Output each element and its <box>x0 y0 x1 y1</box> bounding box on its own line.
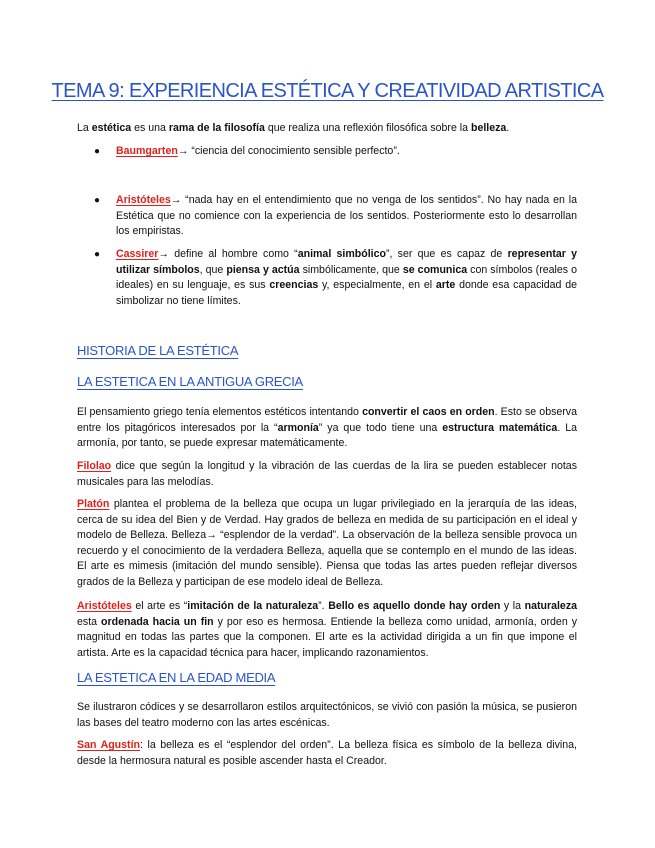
aristoteles-paragraph <box>77 599 577 661</box>
section-heading-middle-ages: LA ESTETICA EN LA EDAD MEDIA <box>77 670 276 685</box>
text: ”. <box>318 600 329 612</box>
text: → “nada hay en el entendimiento que no venga de los sentidos”. No hay nada en la Estética que no comience con la experiencia de los sentidos. Posteriormente esto lo desarrollan los empiristas. <box>116 194 577 238</box>
bold-text: representar y utilizar símbolos <box>116 248 577 276</box>
bold-text: animal simbólico <box>297 248 386 260</box>
text: , que <box>199 263 227 276</box>
text: donde esa capacidad de simbolizar no tiene límites. <box>116 279 577 307</box>
bullet-icon: ● <box>94 249 101 260</box>
bold-text: arte <box>435 279 456 292</box>
bullet-text <box>116 144 577 160</box>
text: y la <box>500 600 525 612</box>
text: el arte es “ <box>131 600 188 612</box>
bold-text: armonía <box>277 421 319 434</box>
text: que realiza una reflexión filosófica sobre la <box>264 122 471 134</box>
bullet-icon: ● <box>94 195 101 206</box>
text: ”, ser que es capaz de <box>385 248 508 260</box>
author-name: Filolao <box>77 460 112 472</box>
text: La <box>77 122 92 134</box>
author-name: San Agustín <box>77 739 140 751</box>
text: → define al hombre como “ <box>158 248 298 260</box>
bold-text: Bello es aquello donde hay orden <box>328 600 501 612</box>
bold-text: convertir el caos en orden <box>362 406 495 418</box>
bold-text: se comunica <box>402 263 468 276</box>
bullet-baumgarten <box>96 144 577 160</box>
platon-paragraph <box>77 497 577 591</box>
bullet-text <box>116 247 577 309</box>
section-heading-greece: LA ESTETICA EN LA ANTIGUA GRECIA <box>77 374 303 389</box>
text: . Esto se observa entre los pitagóricos interesados por la “ <box>77 406 577 434</box>
agustin-paragraph <box>77 738 577 769</box>
bold-text: estructura matemática <box>442 421 558 434</box>
bullet-cassirer <box>96 247 577 309</box>
author-name: Aristóteles <box>116 194 171 206</box>
text: es una <box>131 122 169 134</box>
author-name: Platón <box>77 498 110 510</box>
bold-text: rama de la filosofía <box>168 122 265 134</box>
author-name: Aristóteles <box>77 600 132 612</box>
bold-text: belleza <box>470 122 507 134</box>
middle-ages-paragraph: Se ilustraron códices y se desarrollaron estilos arquitectónicos, se vivió con pasión la música, se pusieron las bases del teatro moderno con las artes escénicas. <box>77 701 577 729</box>
text: ” ya que todo tiene una <box>318 421 443 434</box>
intro-paragraph <box>77 121 577 137</box>
author-name: Baumgarten <box>116 145 178 157</box>
bold-text: ordenada hacia un fin <box>101 615 214 628</box>
filolao-paragraph <box>77 459 577 490</box>
text: . La armonía, por tanto, se puede expresar matemáticamente. <box>77 421 578 450</box>
text: y, especialmente, en el <box>318 279 436 292</box>
author-name: Cassirer <box>116 248 159 260</box>
section-heading-history: HISTORIA DE LA ESTÉTICA <box>77 343 239 358</box>
bold-text: naturaleza <box>524 600 578 612</box>
greece-paragraph <box>77 405 577 452</box>
text: y por eso es hermosa. Entiende la belleza como unidad, armonía, orden y magnitud en todas las partes que la componen. El arte es la actividad dirigida a un fin que impone el artista. Arte es la capacidad técnica para hacer, implicando razonamientos. <box>77 615 577 659</box>
text: → “ciencia del conocimiento sensible perfecto”. <box>177 145 400 157</box>
text: simbólicamente, que <box>299 263 403 276</box>
bold-text: piensa y actúa <box>226 263 300 276</box>
bold-text: imitación de la naturaleza <box>187 600 319 612</box>
bold-text: creencias <box>269 279 319 292</box>
bold-text: estética <box>91 122 132 134</box>
text: : la belleza es el “esplendor del orden”. La belleza física es símbolo de la belleza divina, desde la hermosura natural es posible ascender hasta el Creador. <box>77 739 577 767</box>
bullet-aristoteles <box>96 193 577 240</box>
bullet-icon: ● <box>94 146 101 157</box>
text: con símbolos (reales o ideales) en su lenguaje, es sus <box>116 263 577 292</box>
text: . <box>506 122 510 134</box>
text: dice que según la longitud y la vibración de las cuerdas de la lira se pueden establecer notas musicales para las melodías. <box>77 460 577 488</box>
text: esta <box>77 615 102 628</box>
page-title: TEMA 9: EXPERIENCIA ESTÉTICA Y CREATIVIDAD ARTISTICA <box>51 80 604 102</box>
bullet-text <box>116 193 577 240</box>
text: plantea el problema de la belleza que ocupa un lugar privilegiado en la jerarquía de las ideas, cerca de su idea del Bien y de Verdad. Hay grados de belleza en medida de su participación en el ideal y modelo de Belleza. Belleza→ “esplendor de la verdad”. La observación de la belleza sensible provoca un recuerdo y el conocimiento de la verdadera Belleza, aquella que se contemplo en el mundo de las ideas. El arte es mimesis (imitación del mundo sensible). Piensa que todas las artes pueden reflejar diversos grados de la Belleza y participan de ese modelo ideal de Belleza. <box>77 498 577 588</box>
text: El pensamiento griego tenía elementos estéticos intentando <box>77 406 363 418</box>
